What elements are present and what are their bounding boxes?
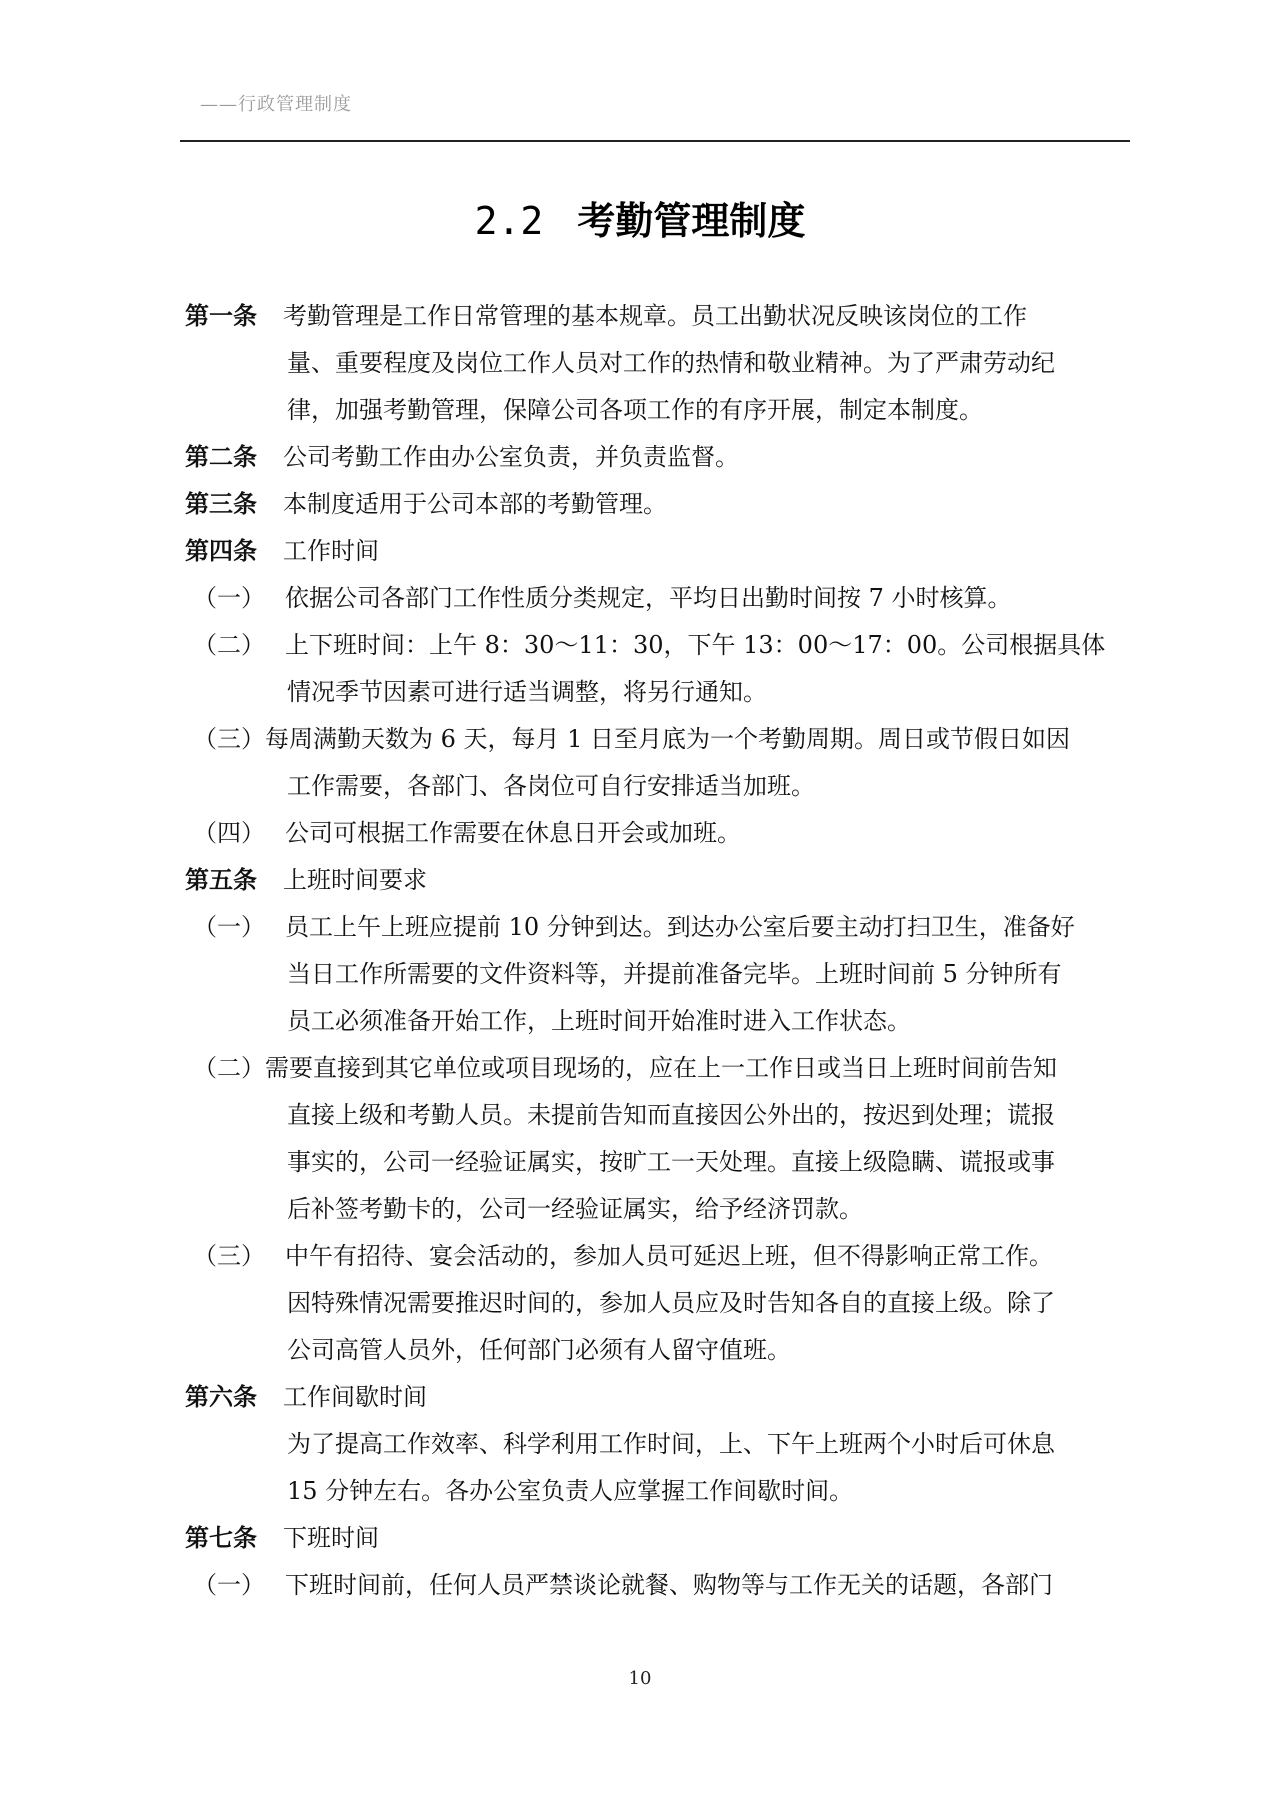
article-text: 公司考勤工作由办公室负责，并负责监督。	[283, 443, 739, 471]
article-6-line-2: 15 分钟左右。各办公室负责人应掌握工作间歇时间。	[287, 1477, 854, 1505]
article-3	[185, 488, 667, 520]
article-text: 考勤管理是工作日常管理的基本规章。员工出勤状况反映该岗位的工作	[283, 302, 1027, 330]
article-5-item-2	[193, 1052, 1057, 1084]
item-text: 每周满勤天数为 6 天，每月 1 日至月底为一个考勤周期。周日或节假日如因	[265, 725, 1071, 753]
article-heading: 下班时间	[283, 1524, 379, 1552]
article-label: 第五条	[185, 866, 257, 894]
item-text: 依据公司各部门工作性质分类规定，平均日出勤时间按 7 小时核算。	[285, 584, 1012, 612]
running-header: ——行政管理制度	[200, 94, 352, 115]
article-label: 第二条	[185, 443, 257, 471]
item-text: 需要直接到其它单位或项目现场的，应在上一工作日或当日上班时间前告知	[265, 1054, 1057, 1082]
article-heading: 上班时间要求	[283, 866, 427, 894]
article-5-item-2-line-3: 事实的，公司一经验证属实，按旷工一天处理。直接上级隐瞒、谎报或事	[287, 1148, 1055, 1176]
item-label: （三）	[193, 1242, 265, 1270]
article-5-item-1-line-3: 员工必须准备开始工作，上班时间开始准时进入工作状态。	[287, 1007, 911, 1035]
item-label: （二）	[193, 1054, 265, 1082]
item-label: （一）	[193, 1571, 265, 1599]
item-text: 上下班时间：上午 8：30～11：30，下午 13：00～17：00。公司根据具体	[285, 631, 1106, 659]
article-4-item-1	[193, 582, 1012, 614]
article-7-item-1	[193, 1569, 1053, 1601]
article-5-item-3-line-2: 因特殊情况需要推迟时间的，参加人员应及时告知各自的直接上级。除了	[287, 1289, 1055, 1317]
section-title-text: 考勤管理制度	[577, 198, 806, 243]
article-5-item-2-line-2: 直接上级和考勤人员。未提前告知而直接因公外出的，按迟到处理；谎报	[287, 1101, 1055, 1129]
item-text: 下班时间前，任何人员严禁谈论就餐、购物等与工作无关的话题，各部门	[285, 1571, 1053, 1599]
article-1-line-2: 量、重要程度及岗位工作人员对工作的热情和敬业精神。为了严肃劳动纪	[287, 349, 1055, 377]
article-6-line-1: 为了提高工作效率、科学利用工作时间，上、下午上班两个小时后可休息	[287, 1430, 1055, 1458]
header-rule	[180, 140, 1130, 142]
article-heading: 工作时间	[283, 537, 379, 565]
item-text: 公司可根据工作需要在休息日开会或加班。	[285, 819, 741, 847]
item-label: （四）	[193, 819, 265, 847]
article-5-item-3-line-3: 公司高管人员外，任何部门必须有人留守值班。	[287, 1336, 791, 1364]
article-5	[185, 864, 427, 896]
article-text: 本制度适用于公司本部的考勤管理。	[283, 490, 667, 518]
article-4-item-3-line-2: 工作需要，各部门、各岗位可自行安排适当加班。	[287, 772, 815, 800]
article-4-item-2	[193, 629, 1105, 661]
article-4-item-3	[193, 723, 1070, 755]
article-4-item-2-line-2: 情况季节因素可进行适当调整，将另行通知。	[287, 678, 767, 706]
section-number: 2.2	[474, 199, 544, 243]
article-2	[185, 441, 739, 473]
page-number: 10	[628, 1668, 652, 1689]
article-label: 第四条	[185, 537, 257, 565]
article-5-item-3	[193, 1240, 1053, 1272]
item-text: 员工上午上班应提前 10 分钟到达。到达办公室后要主动打扫卫生，准备好	[285, 913, 1075, 941]
article-1-line-3: 律，加强考勤管理，保障公司各项工作的有序开展，制定本制度。	[287, 396, 983, 424]
item-label: （二）	[193, 631, 265, 659]
item-label: （一）	[193, 913, 265, 941]
article-label: 第七条	[185, 1524, 257, 1552]
article-5-item-1-line-2: 当日工作所需要的文件资料等，并提前准备完毕。上班时间前 5 分钟所有	[287, 960, 1062, 988]
item-label: （三）	[193, 725, 265, 753]
article-heading: 工作间歇时间	[283, 1383, 427, 1411]
article-5-item-1	[193, 911, 1075, 943]
item-text: 中午有招待、宴会活动的，参加人员可延迟上班，但不得影响正常工作。	[285, 1242, 1053, 1270]
article-label: 第一条	[185, 302, 257, 330]
article-4-item-4	[193, 817, 741, 849]
article-1	[185, 300, 1027, 332]
article-7	[185, 1522, 379, 1554]
section-title	[0, 190, 1280, 245]
article-6	[185, 1381, 427, 1413]
article-4	[185, 535, 379, 567]
article-label: 第三条	[185, 490, 257, 518]
item-label: （一）	[193, 584, 265, 612]
article-5-item-2-line-4: 后补签考勤卡的，公司一经验证属实，给予经济罚款。	[287, 1195, 863, 1223]
article-label: 第六条	[185, 1383, 257, 1411]
